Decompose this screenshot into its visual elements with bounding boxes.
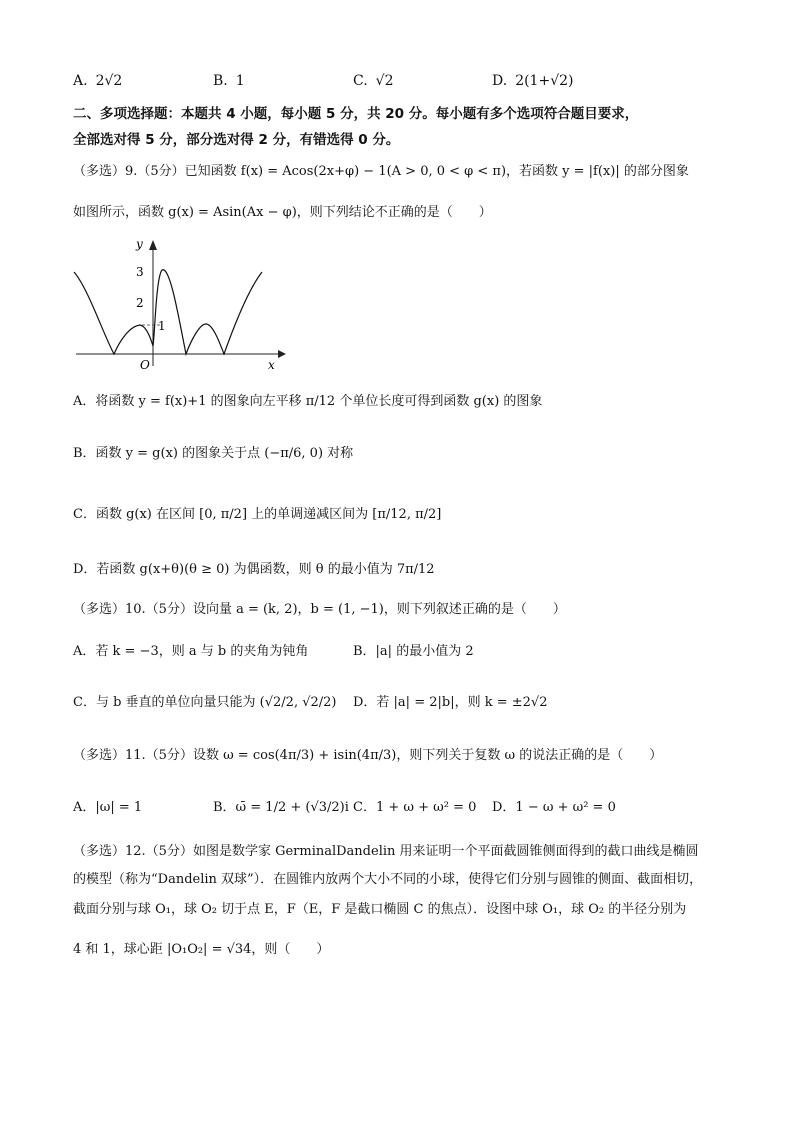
q8-option-a-key: A. bbox=[73, 73, 88, 89]
q12-stem-line1: （多选）12.（5分）如图是数学家 GerminalDandelin 用来证明一个平面截圆锥侧面得到的截口曲线是椭圆 bbox=[73, 844, 699, 859]
q10-option-c: C．与 b 垂直的单位向量只能为 (√2/2, √2/2) bbox=[73, 695, 337, 710]
q9-option-b: B．函数 y = g(x) 的图象关于点 (−π/6, 0) 对称 bbox=[73, 446, 354, 461]
q11-option-a: A．|ω| = 1 bbox=[73, 800, 143, 815]
y-axis-label: y bbox=[136, 237, 143, 251]
tick-label-1: 1 bbox=[158, 319, 166, 333]
q8-option-a-text: 2√2 bbox=[95, 73, 123, 89]
section-heading-line1: 二、多项选择题：本题共 4 小题，每小题 5 分，共 20 分。每小题有多个选项符合题目要求， bbox=[73, 106, 639, 122]
q9-option-d: D．若函数 g(x+θ)(θ ≥ 0) 为偶函数，则 θ 的最小值为 7π/12 bbox=[73, 562, 435, 577]
q11-option-b: B．ω̄ = 1/2 + (√3/2)i bbox=[213, 800, 349, 815]
q10-option-b: B．|a| 的最小值为 2 bbox=[353, 644, 474, 659]
x-axis-label: x bbox=[268, 358, 275, 372]
q8-option-b-text: 1 bbox=[235, 73, 245, 89]
y-axis-arrow bbox=[149, 240, 157, 250]
x-axis-arrow bbox=[278, 350, 286, 358]
q8-option-b-key: B. bbox=[213, 73, 228, 89]
q10-option-a: A．若 k = −3，则 a 与 b 的夹角为钝角 bbox=[73, 644, 309, 659]
q12-stem-line2: 的模型（称为“Dandelin 双球”）．在圆锥内放两个大小不同的小球，使得它们分别与圆锥的侧面、截面相切， bbox=[73, 872, 703, 887]
q8-option-d bbox=[492, 71, 573, 91]
q8-option-c-key: C. bbox=[353, 73, 368, 89]
q8-option-d-key: D. bbox=[492, 73, 508, 89]
section-heading-line2: 全部选对得 5 分，部分选对得 2 分，有错选得 0 分。 bbox=[73, 132, 400, 148]
q10-option-d: D．若 |a| = 2|b|，则 k = ±2√2 bbox=[353, 695, 548, 710]
q9-stem-line2: 如图所示，函数 g(x) = Asin(Ax − φ)，则下列结论不正确的是（ ） bbox=[73, 205, 492, 220]
tick-label-3: 3 bbox=[136, 265, 144, 279]
q11-option-d: D．1 − ω + ω² = 0 bbox=[492, 800, 616, 815]
q8-option-a bbox=[73, 71, 122, 91]
q12-stem-line4: 4 和 1，球心距 |O₁O₂| = √34，则（ ） bbox=[73, 942, 330, 957]
tick-label-2: 2 bbox=[136, 296, 144, 310]
curve-abs-f bbox=[74, 270, 262, 354]
q11-stem: （多选）11.（5分）设数 ω = cos(4π/3) + isin(4π/3)，则下列关于复数 ω 的说法正确的是（ ） bbox=[73, 748, 663, 763]
q9-option-a: A．将函数 y = f(x)+1 的图象向左平移 π/12 个单位长度可得到函数 g(x) 的图象 bbox=[73, 394, 543, 409]
q8-option-c-text: √2 bbox=[375, 73, 394, 89]
q9-stem-line1: （多选）9.（5分）已知函数 f(x) = Acos(2x+φ) − 1(A > 0, 0 < φ < π)，若函数 y = |f(x)| 的部分图象 bbox=[73, 164, 689, 179]
q8-option-c bbox=[353, 71, 394, 91]
origin-label: O bbox=[140, 358, 150, 372]
q9-function-graph bbox=[66, 236, 286, 376]
q8-option-b bbox=[213, 71, 245, 91]
q8-option-d-text: 2(1+√2) bbox=[515, 73, 574, 89]
q9-option-c: C．函数 g(x) 在区间 [0, π/2] 上的单调递减区间为 [π/12, π/2] bbox=[73, 507, 442, 522]
q12-stem-line3: 截面分别与球 O₁，球 O₂ 切于点 E，F（E，F 是截口椭圆 C 的焦点）．设图中球 O₁，球 O₂ 的半径分别为 bbox=[73, 902, 687, 917]
q11-option-c: C．1 + ω + ω² = 0 bbox=[353, 800, 477, 815]
q10-stem: （多选）10.（5分）设向量 a = (k, 2)，b = (1, −1)，则下列叙述正确的是（ ） bbox=[73, 602, 566, 617]
